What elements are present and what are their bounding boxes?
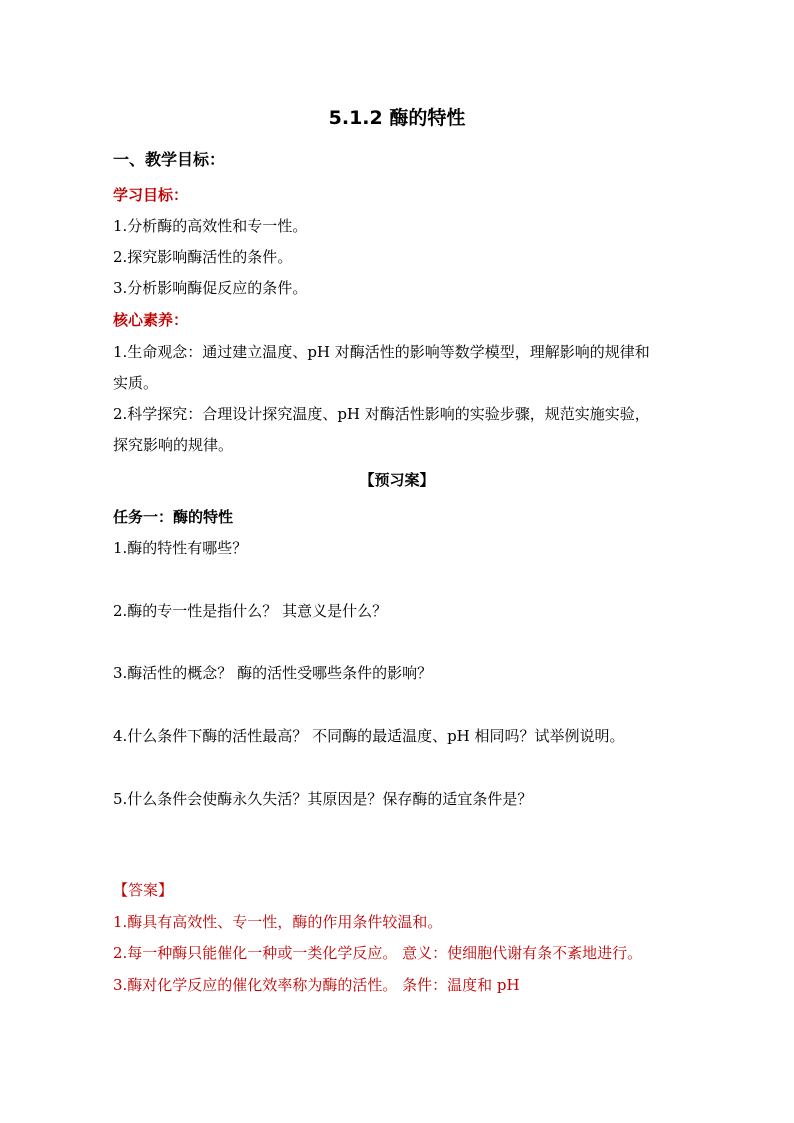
page-title: 5.1.2 酶的特性 <box>328 107 466 129</box>
learning-goal-item: 3.分析影响酶促反应的条件。 <box>113 279 308 297</box>
task-title: 任务一：酶的特性 <box>113 508 234 526</box>
learning-goal-item: 1.分析酶的高效性和专一性。 <box>113 217 308 235</box>
learning-goals-label: 学习目标： <box>113 186 189 204</box>
core-literacy-item-line: 探究影响的规律。 <box>113 436 234 454</box>
answer-item: 1.酶具有高效性、专一性，酶的作用条件较温和。 <box>113 913 443 931</box>
answer-item: 3.酶对化学反应的催化效率称为酶的活性。 条件：温度和 pH <box>113 976 520 994</box>
answers-heading: 【答案】 <box>113 881 174 899</box>
learning-goal-item: 2.探究影响酶活性的条件。 <box>113 248 293 266</box>
section-heading-objectives: 一、教学目标： <box>113 150 226 169</box>
core-literacy-label: 核心素养： <box>113 311 189 329</box>
core-literacy-item-line: 2.科学探究：合理设计探究温度、pH 对酶活性影响的实验步骤，规范实施实验， <box>113 405 650 423</box>
core-literacy-item-line: 实质。 <box>113 374 159 392</box>
preview-heading: 【预习案】 <box>359 471 435 489</box>
core-literacy-item-line: 1.生命观念：通过建立温度、pH 对酶活性的影响等数学模型，理解影响的规律和 <box>113 343 650 361</box>
preview-question: 1.酶的特性有哪些？ <box>113 539 248 557</box>
preview-question: 5.什么条件会使酶永久失活？其原因是？保存酶的适宜条件是？ <box>113 790 533 808</box>
preview-question: 4.什么条件下酶的活性最高？ 不同酶的最适温度、pH 相同吗？试举例说明。 <box>113 727 625 745</box>
preview-question: 2.酶的专一性是指什么？ 其意义是什么？ <box>113 602 388 620</box>
preview-question: 3.酶活性的概念？ 酶的活性受哪些条件的影响？ <box>113 664 433 682</box>
answer-item: 2.每一种酶只能催化一种或一类化学反应。 意义：使细胞代谢有条不紊地进行。 <box>113 944 643 962</box>
